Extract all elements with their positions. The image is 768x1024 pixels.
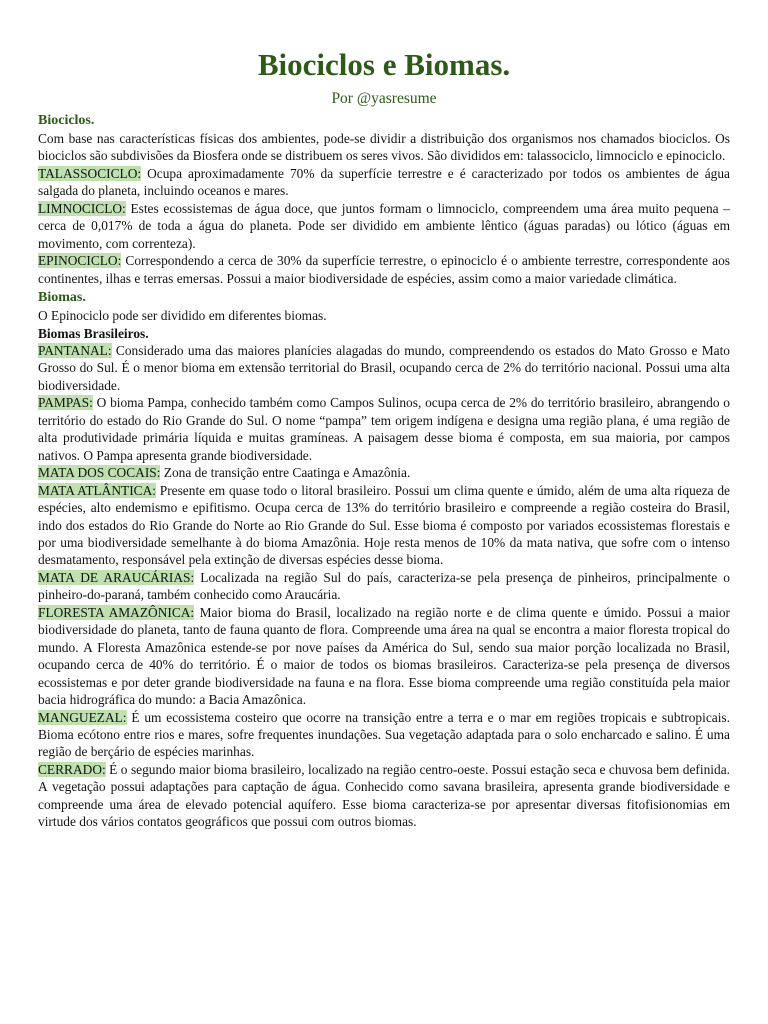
term-highlight: TALASSOCICLO: <box>38 165 142 181</box>
entry-text: Maior bioma do Brasil, localizado na região norte e de clima quente e úmido. Possui a maior biodiversidade do planeta, tanto de fauna quanto de flora. Compreende uma área na qual se encontra a maior floresta tropical do mundo. A Floresta Amazônica estende-se por nove países da América do Sul, sendo sua maior porção localizada no Brasil, ocupando cerca de 40% do território. É o maior de todos os biomas brasileiros. Caracteriza-se pela presença de diversos ecossistemas e por deter grande biodiversidade na fauna e na flora. Esse bioma compreende uma região constituída pela maior bacia hidrográfica do mundo: a Bacia Amazônica. <box>38 604 730 708</box>
entry-text: Zona de transição entre Caatinga e Amazônia. <box>160 465 411 481</box>
term-highlight: CERRADO: <box>38 761 106 777</box>
entry-mata-de-araucarias <box>38 569 730 604</box>
entry-text: É um ecossistema costeiro que ocorre na transição entre a terra e o mar em regiões tropicais e subtropicais. Bioma ecótono entre rios e mares, sofre frequentes inundações. Sua vegetação adaptada para o solo encharcado e salino. É uma região de berçário de espécies marinhas. <box>38 709 730 760</box>
biociclos-intro: Com base nas características físicas dos ambientes, pode-se dividir a distribuição dos organismos nos chamados biociclos. Os biociclos são subdivisões da Biosfera onde se distribuem os seres vivos. São divididos em: talassociclo, limnociclo e epinociclo. <box>38 131 730 164</box>
entry-epinociclo <box>38 252 730 287</box>
entry-floresta-amazonica <box>38 604 730 709</box>
entry-text: Correspondendo a cerca de 30% da superfície terrestre, o epinociclo é o ambiente terrestre, correspondente aos continentes, ilhas e terras emersas. Possui a maior biodiversidade de espécies, assim como a maior variedade climática. <box>38 253 730 286</box>
entry-text: Considerado uma das maiores planícies alagadas do mundo, compreendendo os estados do Mato Grosso e Mato Grosso do Sul. É o menor bioma em extensão territorial do Brasil, ocupando cerca de 2% do território nacional. Possui uma alta biodiversidade. <box>38 342 730 393</box>
term-highlight: EPINOCICLO: <box>38 253 122 269</box>
term-highlight: PAMPAS: <box>38 395 93 411</box>
entry-text: Presente em quase todo o litoral brasileiro. Possui um clima quente e úmido, além de uma alta riqueza de espécies, alto endemismo e epifitismo. Ocupa cerca de 13% do território brasileiro e compreende a região costeira do Brasil, indo dos estados do Rio Grande do Norte ao Rio Grande do Sul. Esse bioma é composto por variados ecossistemas florestais e por uma biodiversidade semelhante à do bioma Amazônia. Hoje resta menos de 10% da mata nativa, que sofre com o intenso desmatamento, responsável pela extinção de diversas espécies desse bioma. <box>38 482 730 568</box>
entry-pampas <box>38 394 730 464</box>
entry-limnociclo <box>38 200 730 252</box>
entry-text: Localizada na região Sul do país, caracteriza-se pela presença de pinheiros, principalmente o pinheiro-do-paraná, também conhecido como Araucária. <box>38 569 730 603</box>
biomas-intro: O Epinociclo pode ser dividido em diferentes biomas. <box>38 308 327 324</box>
entry-talassociclo <box>38 165 730 200</box>
entry-text: Estes ecossistemas de água doce, que juntos formam o limnociclo, compreendem uma área muito pequena – cerca de 0,017% de toda a água do planeta. Pode ser dividido em ambiente lêntico (águas paradas) ou lótico (águas em movimento, com correnteza). <box>38 200 730 251</box>
subheading-biomas-brasileiros: Biomas Brasileiros. <box>38 325 149 341</box>
entry-mata-dos-cocais <box>38 464 730 481</box>
entry-text: Ocupa aproximadamente 70% da superfície terrestre e é caracterizado por todos os ambientes de água salgada do planeta, incluindo oceanos e mares. <box>38 165 730 199</box>
term-highlight: MANGUEZAL: <box>38 709 127 725</box>
section-heading-biomas: Biomas. <box>38 290 86 306</box>
entry-cerrado <box>38 761 730 831</box>
entry-pantanal <box>38 342 730 394</box>
term-highlight: MATA DOS COCAIS: <box>38 465 161 481</box>
document-title: Biociclos e Biomas. <box>257 47 511 82</box>
entry-manguezal <box>38 709 730 761</box>
term-highlight: FLORESTA AMAZÔNICA: <box>38 604 195 620</box>
term-highlight: LIMNOCICLO: <box>38 200 126 216</box>
term-highlight: PANTANAL: <box>38 342 112 358</box>
author-byline: Por @yasresume <box>331 90 437 107</box>
section-heading-biociclos: Biociclos. <box>38 113 95 128</box>
entry-mata-atlantica <box>38 482 730 569</box>
entry-text: O bioma Pampa, conhecido também como Campos Sulinos, ocupa cerca de 2% do território brasileiro, abrangendo o território do estado do Rio Grande do Sul. O nome “pampa” tem origem indígena e designa uma região plana, é uma região de alta produtividade primária líquida e muitas gramíneas. A paisagem desse bioma é composta, em sua maioria, por campos nativos. O Pampa apresenta grande biodiversidade. <box>38 395 730 463</box>
entry-text: É o segundo maior bioma brasileiro, localizado na região centro-oeste. Possui estação seca e chuvosa bem definida. A vegetação possui adaptações para captação de água. Conhecido como savana brasileira, apresenta grande biodiversidade e compreende uma área de elevado potencial aquífero. Esse bioma caracteriza-se por apresentar diversas fitofisionomias em virtude dos vários contatos geográficos que possui com outros biomas. <box>38 761 730 830</box>
document-page <box>38 44 730 831</box>
term-highlight: MATA DE ARAUCÁRIAS: <box>38 569 195 585</box>
term-highlight: MATA ATLÂNTICA: <box>38 482 156 498</box>
